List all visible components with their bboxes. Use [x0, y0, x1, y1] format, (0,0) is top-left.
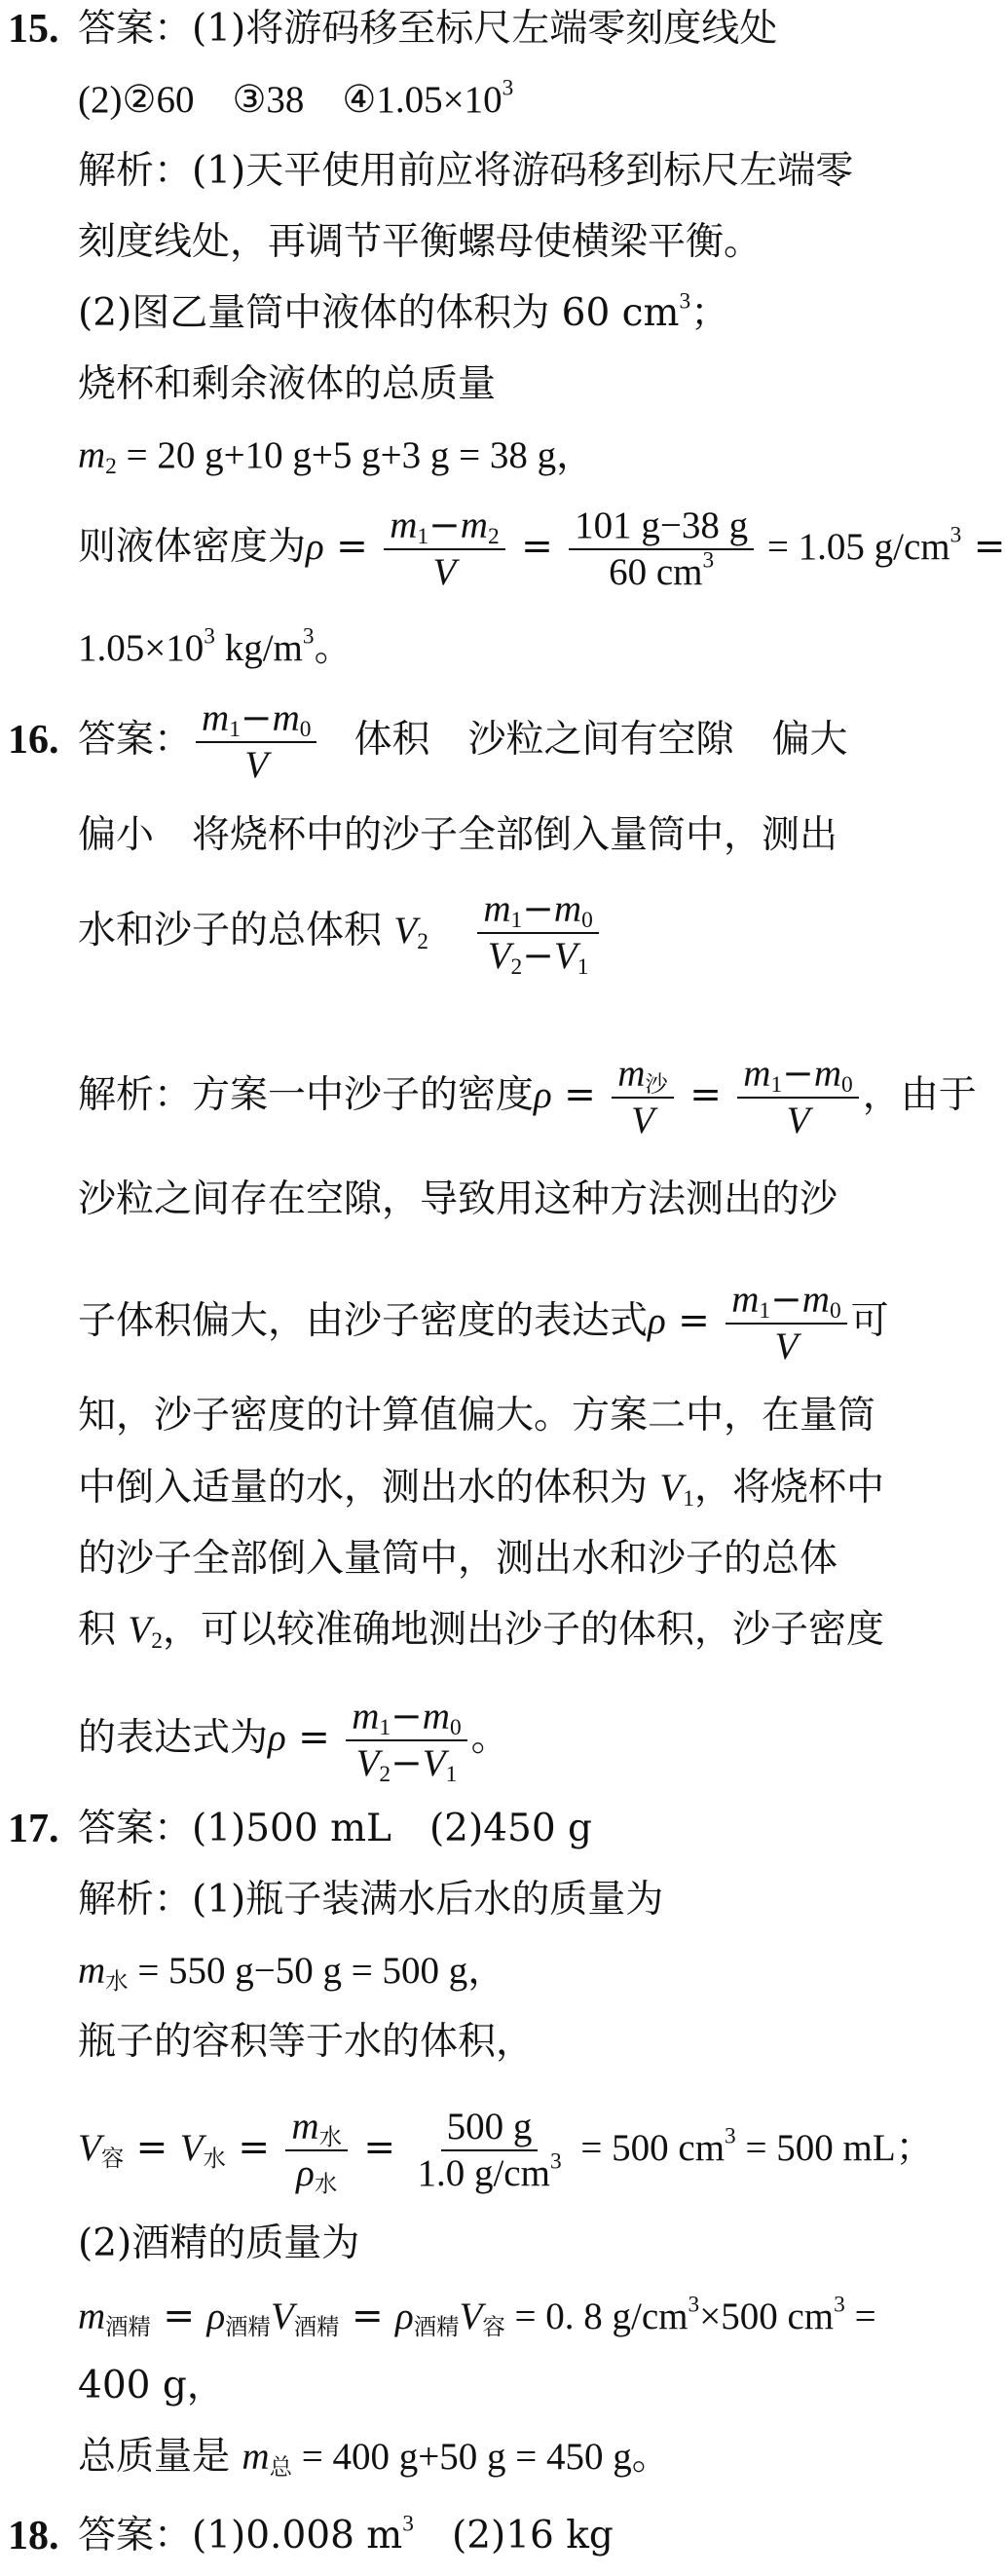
analysis-line: 解析：方案一中沙子的密度ρ = $\frac{m_沙}{V}$ = $\frac{m_1-m_0}{V}$ ，由于	[78, 1052, 977, 1141]
answer-line: (2)②60 ③38 $④1.05\times 10^3$	[78, 75, 514, 121]
answer-line: 答案：(1)500 mL (2)450 g	[78, 1807, 593, 1850]
fraction: $\frac{500 g}{1.0 g/cm^3}$	[417, 2106, 562, 2194]
analysis-line: 刻度线处，再调节平衡螺母使横梁平衡。	[78, 220, 763, 264]
analysis-line: 沙粒之间存在空隙，导致用这种方法测出的沙	[78, 1177, 838, 1221]
formula-line: $m_{酒精} = \rho_{酒精}V_{酒精} = \rho_{酒精}V_容 = 0$. 8 $g/cm^3\times 500$ $cm^3$ =	[78, 2292, 876, 2340]
analysis-line: 解析：(1)天平使用前应将游码移到标尺左端零	[78, 149, 854, 193]
fraction: $\frac{m_1-m_0}{V}$	[737, 1052, 858, 1143]
analysis-line: 积 $V_2$，可以较准确地测出沙子的体积，沙子密度	[78, 1608, 884, 1654]
formula-line: 总质量是 $m_总 = 400$ g+50 g = 450 g。	[78, 2435, 670, 2481]
formula-line: $m_2 = 20$ g+10 g+5 g+3 g = 38 g，	[78, 434, 595, 479]
analysis-line: 子体积偏大，由沙子密度的表达式ρ = $\frac{m_1-m_0}{V}$ 可	[78, 1278, 889, 1367]
analysis-line: 的沙子全部倒入量筒中，测出水和沙子的总体	[78, 1537, 838, 1581]
question-number: 17.	[8, 1807, 59, 1851]
formula-line: $1.05\times 10^3$ $kg/m^3$。	[78, 623, 353, 670]
analysis-line: 瓶子的容积等于水的体积，	[78, 2020, 535, 2064]
analysis-line: 知，沙子密度的计算值偏大。方案二中，在量筒	[78, 1394, 876, 1437]
question-number: 16.	[8, 718, 59, 763]
answer-line: 答案： $\frac{m_1-m_0}{V}$ 体积 沙粒之间有空隙 偏大	[78, 696, 848, 786]
fraction: $\frac{m_1-m_0}{V}$	[726, 1278, 846, 1369]
formula-line: $m_水 = 550$ g−50 g = 500 g，	[78, 1950, 506, 1995]
formula-line: 400 g，	[78, 2364, 225, 2408]
fraction: $\frac{m_1-m_0}{V_2-V_1}$	[477, 887, 598, 979]
formula-line: 则液体密度为ρ = $\frac{m_1-m_2}{V}$ = $\frac{101 g-38 g}{60 cm^3}$ = 1.05 $g/cm^3$ =	[78, 504, 1005, 593]
fraction: $\frac{m_1-m_0}{V}$	[196, 696, 316, 788]
fraction: $\frac{m_水}{\rho_水}$	[285, 2105, 348, 2196]
analysis-line: (2)图乙量筒中液体的体积为 60 $cm^3$；	[78, 288, 729, 335]
fraction: $\frac{101 g-38 g}{60 cm^3}$	[569, 504, 754, 595]
answer-line: 偏小 将烧杯中的沙子全部倒入量筒中，测出	[78, 813, 838, 857]
answer-line: 答案：(1)将游码移至标尺左端零刻度线处	[78, 7, 778, 51]
question-number: 18.	[8, 2514, 59, 2558]
fraction: $\frac{m_1-m_0}{V_2-V_1}$	[346, 1695, 466, 1786]
answer-line: 水和沙子的总体积 $V_2$ $\frac{m_1-m_0}{V_2-V_1}$	[78, 882, 603, 980]
analysis-line: 解析：(1)瓶子装满水后水的质量为	[78, 1878, 664, 1922]
formula-line: $V_容 = V_水$ = $\frac{m_水}{\rho_水}$ = $\frac{500 g}{1.0 g/cm^3}$ = 500 $cm^3 = 500$ mL；	[78, 2106, 934, 2197]
analysis-line: 烧杯和剩余液体的总质量	[78, 362, 497, 406]
question-number: 15.	[8, 7, 59, 52]
answer-line: 答案：(1)0.008 $m^3$ (2)16 kg	[78, 2511, 614, 2557]
fraction: $\frac{m_1-m_2}{V}$	[384, 504, 504, 595]
analysis-line: (2)酒精的质量为	[78, 2221, 360, 2265]
analysis-line: 中倒入适量的水，测出水的体积为 $V_1$，将烧杯中	[78, 1466, 884, 1512]
analysis-line: 的表达式为ρ = $\frac{m_1-m_0}{V_2-V_1}$ 。	[78, 1695, 509, 1787]
fraction: $\frac{m_沙}{V}$	[612, 1052, 674, 1143]
